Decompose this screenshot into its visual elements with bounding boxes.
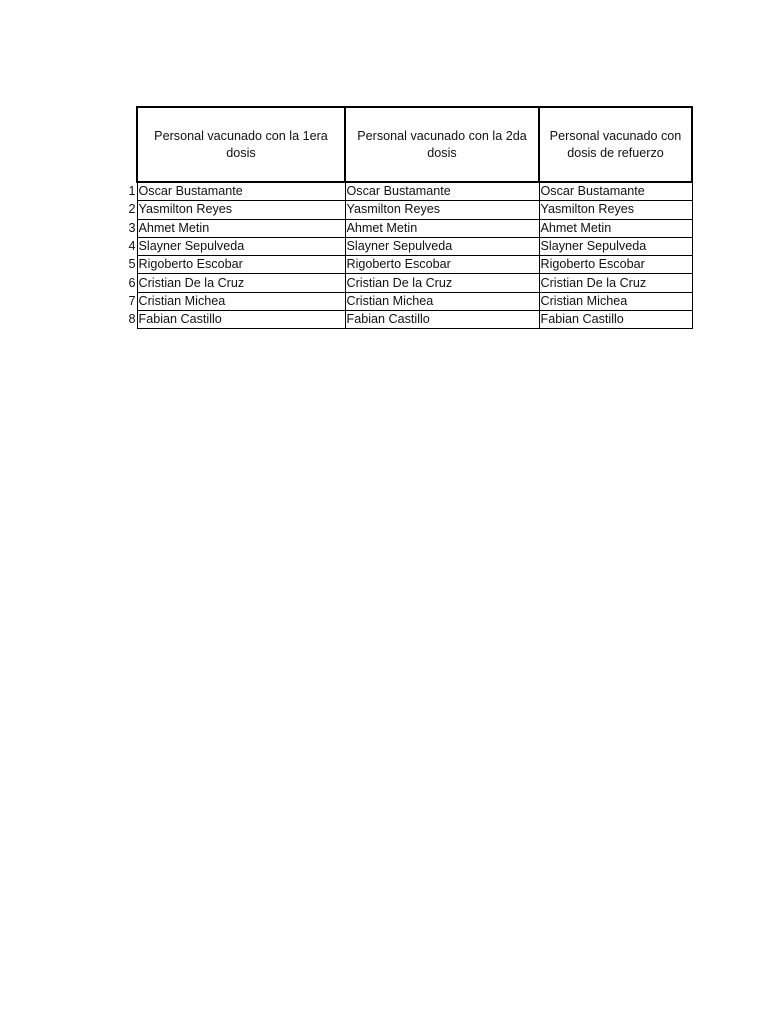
first-dose-cell: Fabian Castillo xyxy=(137,311,345,329)
second-dose-cell: Slayner Sepulveda xyxy=(345,237,539,255)
first-dose-cell: Cristian Michea xyxy=(137,292,345,310)
row-number: 3 xyxy=(128,220,136,235)
table-row xyxy=(118,274,692,292)
second-dose-cell: Cristian Michea xyxy=(345,292,539,310)
booster-dose-cell: Yasmilton Reyes xyxy=(539,201,692,219)
table-row xyxy=(118,219,692,237)
booster-dose-cell: Fabian Castillo xyxy=(539,311,692,329)
table-row xyxy=(118,201,692,219)
booster-dose-cell: Slayner Sepulveda xyxy=(539,237,692,255)
row-number: 6 xyxy=(128,275,136,290)
row-number: 8 xyxy=(128,312,136,327)
booster-dose-cell: Oscar Bustamante xyxy=(539,182,692,201)
table-row xyxy=(118,256,692,274)
table-row xyxy=(118,311,692,329)
table-row xyxy=(118,182,692,201)
table-row xyxy=(118,237,692,255)
row-number: 1 xyxy=(128,183,136,198)
header-row xyxy=(118,107,692,182)
booster-dose-cell: Cristian De la Cruz xyxy=(539,274,692,292)
first-dose-cell: Oscar Bustamante xyxy=(137,182,345,201)
second-dose-cell: Oscar Bustamante xyxy=(345,182,539,201)
vaccination-table xyxy=(118,106,693,329)
header-booster-dose: Personal vacunado con dosis de refuerzo xyxy=(539,107,692,182)
row-number: 7 xyxy=(128,293,136,308)
header-first-dose: Personal vacunado con la 1era dosis xyxy=(137,107,345,182)
vaccination-sheet xyxy=(118,106,692,329)
first-dose-cell: Cristian De la Cruz xyxy=(137,274,345,292)
first-dose-cell: Rigoberto Escobar xyxy=(137,256,345,274)
second-dose-cell: Ahmet Metin xyxy=(345,219,539,237)
row-number: 5 xyxy=(128,257,136,272)
second-dose-cell: Fabian Castillo xyxy=(345,311,539,329)
table-row xyxy=(118,292,692,310)
header-second-dose: Personal vacunado con la 2da dosis xyxy=(345,107,539,182)
booster-dose-cell: Rigoberto Escobar xyxy=(539,256,692,274)
booster-dose-cell: Ahmet Metin xyxy=(539,219,692,237)
row-number: 4 xyxy=(128,239,136,254)
booster-dose-cell: Cristian Michea xyxy=(539,292,692,310)
second-dose-cell: Yasmilton Reyes xyxy=(345,201,539,219)
second-dose-cell: Cristian De la Cruz xyxy=(345,274,539,292)
second-dose-cell: Rigoberto Escobar xyxy=(345,256,539,274)
row-number-corner xyxy=(118,107,137,182)
first-dose-cell: Ahmet Metin xyxy=(137,219,345,237)
first-dose-cell: Slayner Sepulveda xyxy=(137,237,345,255)
first-dose-cell: Yasmilton Reyes xyxy=(137,201,345,219)
row-number: 2 xyxy=(128,202,136,217)
